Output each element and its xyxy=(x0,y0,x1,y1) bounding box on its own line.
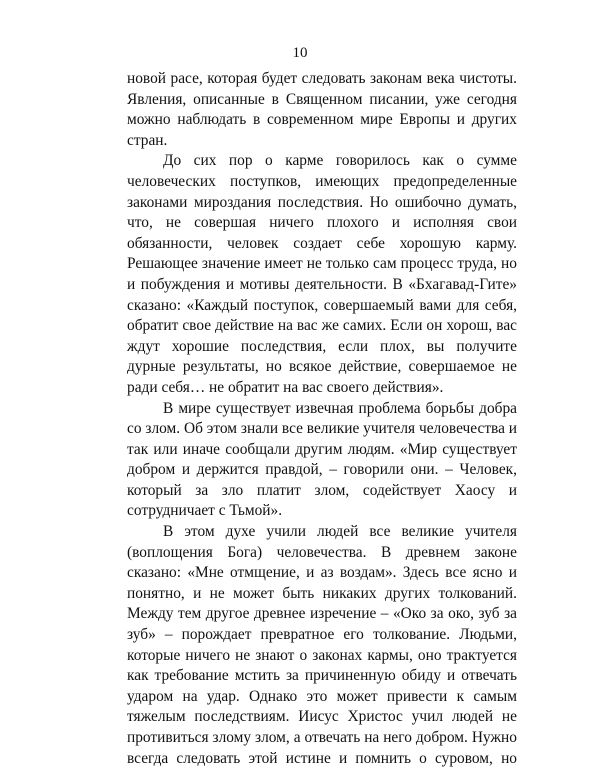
text-line: ждут хорошие последствия, если плох, вы получите xyxy=(127,337,517,355)
text-line: как требование мстить за причиненную обиду и отвечать xyxy=(127,667,517,685)
text-line: Решающее значение имеет не только сам процесс труда, но xyxy=(127,255,517,273)
text-line: Явления, описанные в Священном писании, уже сегодня xyxy=(127,90,517,108)
text-line: (воплощения Бога) человечества. В древнем законе xyxy=(127,543,517,561)
text-line: законами мироздания последствия. Но ошибочно думать, xyxy=(127,193,517,211)
text-line: новой расе, которая будет следовать законам века чистоты. xyxy=(127,70,517,87)
text-line: В этом духе учили людей все великие учителя xyxy=(163,523,517,541)
text-line: можно наблюдать в современном мире Европы и других xyxy=(127,111,517,129)
text-line: человеческих поступков, имеющих предопределенные xyxy=(127,172,517,190)
paragraph xyxy=(127,151,517,398)
text-line: Между тем другое древнее изречение – «Око за око, зуб за xyxy=(127,605,517,623)
text-line: понятно, и не может быть никаких других толкований. xyxy=(127,584,517,602)
text-line: сотрудничает с Тьмой». xyxy=(127,502,283,520)
text-line: сказано: «Мне отмщение, и аз воздам». Здесь все ясно и xyxy=(127,564,517,582)
text-line: со злом. Об этом знали все великие учителя человечества и xyxy=(127,420,518,438)
text-line: тяжелым последствиям. Иисус Христос учил людей не xyxy=(127,708,517,726)
text-line: которые ничего не знают о законах кармы, оно трактуется xyxy=(127,646,517,664)
paragraph xyxy=(127,399,517,523)
page-number: 10 xyxy=(292,45,308,61)
body-text xyxy=(127,69,517,769)
text-line: дурные результаты, но всякое действие, совершаемое не xyxy=(127,358,517,376)
text-line: и побуждения и мотивы деятельности. В «Бхагавад-Гите» xyxy=(127,275,517,293)
text-line: зуб» – порождает превратное его толкование. Людьми, xyxy=(127,626,517,644)
text-line: сказано: «Каждый поступок, совершаемый вами для себя, xyxy=(127,296,517,314)
text-line: который за зло платит злом, содействует Хаосу и xyxy=(127,481,517,499)
text-line: обратит свое действие на вас же самих. Если он хорош, вас xyxy=(127,317,517,335)
text-line: ударом на удар. Однако это может привести к самым xyxy=(127,687,517,705)
text-line: всегда следовать этой истине и помнить о суровом, но xyxy=(127,749,517,767)
text-line: стран. xyxy=(127,131,168,149)
text-line: противиться злому злом, а отвечать на него добром. Нужно xyxy=(127,729,517,746)
paragraph xyxy=(127,69,517,151)
text-line: В мире существует извечная проблема борьбы добра xyxy=(163,399,517,417)
text-line: ради себя… не обратит на вас своего действия». xyxy=(127,378,444,396)
text-line: обязанности, человек создает себе хорошую карму. xyxy=(127,234,517,252)
paragraph xyxy=(127,522,517,769)
text-line: что, не совершая ничего плохого и исполняя свои xyxy=(127,214,517,232)
text-line: добром и держится правдой, – говорили они. – Человек, xyxy=(127,461,517,479)
text-line: До сих пор о карме говорилось как о сумме xyxy=(163,152,517,170)
text-line: так или иначе сообщали другим людям. «Мир существует xyxy=(127,440,517,458)
